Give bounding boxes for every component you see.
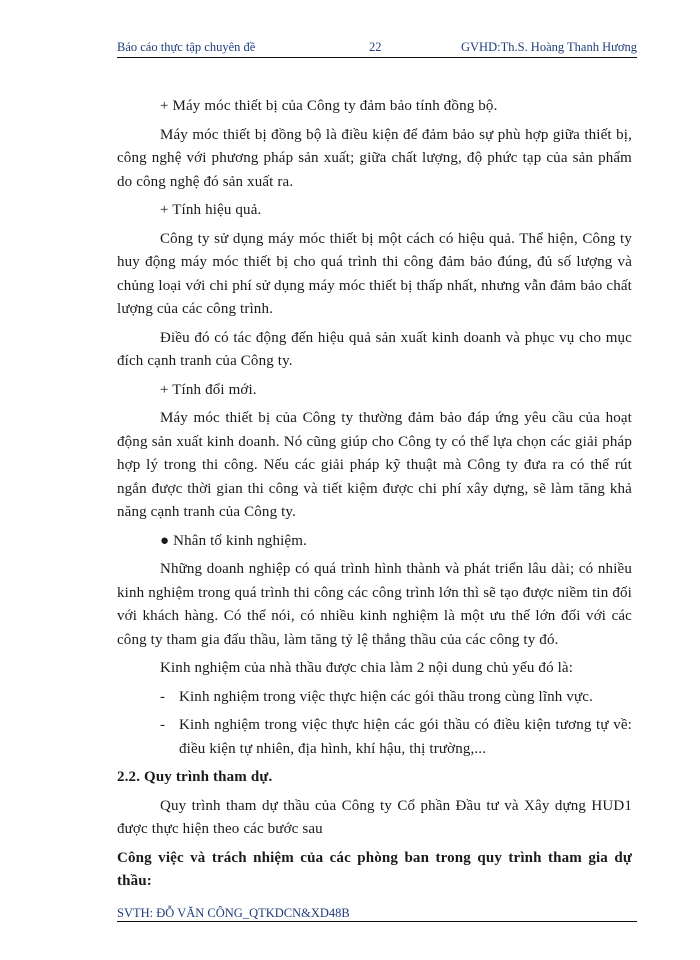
dash-item-1-text: Kinh nghiệm trong việc thực hiện các gói thầu trong cùng lĩnh vực. xyxy=(179,688,593,705)
dash-item-2 xyxy=(117,714,632,761)
bullet-text: Nhân tố kinh nghiệm. xyxy=(173,532,307,549)
paragraph-efficiency-heading: + Tính hiệu quả. xyxy=(160,202,262,218)
dash-mark: - xyxy=(160,717,166,733)
bullet-experience xyxy=(117,530,632,554)
paragraph-innovation: Máy móc thiết bị của Công ty thường đảm bảo đáp ứng yêu cầu của hoạt động sản xuất kinh doanh. Nó cũng giúp cho Công ty có thể lựa chọn các giải pháp hợp lý trong thi công. Nếu các giải pháp kỹ thuật mà Công ty đưa ra có thể rút ngắn được thời gian thi công và tiết kiệm được chi phí xây dựng, sẽ làm tăng khả năng cạnh tranh của Công ty. xyxy=(117,410,632,520)
section-heading: 2.2. Quy trình tham dự. xyxy=(117,769,273,785)
page-body xyxy=(117,95,632,899)
bullet-mark: ● xyxy=(160,532,170,549)
dash-item-2-text: Kinh nghiệm trong việc thực hiện các gói thầu có điều kiện tương tự về: điều kiện tự nhiên, địa hình, khí hậu, thị trường,... xyxy=(179,717,632,757)
header-page-number: 22 xyxy=(369,40,382,54)
paragraph-process: Quy trình tham dự thầu của Công ty Cổ phần Đầu tư và Xây dựng HUD1 được thực hiện theo các bước sau xyxy=(117,797,632,837)
footer-rule xyxy=(117,921,637,922)
paragraph-responsibilities: Công việc và trách nhiệm của các phòng ban trong quy trình tham gia dự thầu: xyxy=(117,849,632,889)
paragraph-sync-heading: + Máy móc thiết bị của Công ty đảm bảo tính đồng bộ. xyxy=(160,98,498,114)
paragraph-efficiency: Công ty sử dụng máy móc thiết bị một cách có hiệu quả. Thể hiện, Công ty huy động máy móc thiết bị cho quá trình thi công đảm bảo đúng, đủ số lượng và chủng loại với chi phí sử dụng máy móc thiết bị thấp nhất, nhưng vẫn đảm bảo chất lượng của các công trình. xyxy=(117,230,632,317)
header-supervisor: GVHD:Th.S. Hoàng Thanh Hương xyxy=(461,40,637,54)
paragraph-sync: Máy móc thiết bị đồng bộ là điều kiện để đảm bảo sự phù hợp giữa thiết bị, công nghệ với phương pháp sản xuất; giữa chất lượng, độ phức tạp của sản phẩm do công nghệ đó sản xuất ra. xyxy=(117,126,632,190)
paragraph-innovation-heading: + Tính đổi mới. xyxy=(160,381,257,398)
paragraph-experience: Những doanh nghiệp có quá trình hình thành và phát triển lâu dài; có nhiều kinh nghiệm trong quá trình thi công các công trình lớn thì sẽ tạo được niềm tin đối với khách hàng. Có thể nói, có nhiều kinh nghiệm là một ưu thế lớn đối với các công ty tham gia đấu thầu, làm tăng tỷ lệ thắng thầu của các công ty đó. xyxy=(117,561,632,648)
paragraph-experience-split: Kinh nghiệm của nhà thầu được chia làm 2 nội dung chủ yếu đó là: xyxy=(160,660,574,676)
header-report-title: Báo cáo thực tập chuyên đề xyxy=(117,40,256,54)
dash-mark: - xyxy=(160,688,166,705)
header-rule xyxy=(117,57,637,58)
paragraph-impact: Điều đó có tác động đến hiệu quả sản xuất kinh doanh và phục vụ cho mục đích cạnh tranh của Công ty. xyxy=(117,329,632,369)
dash-item-1 xyxy=(117,686,632,710)
page-footer: SVTH: ĐỖ VĂN CÔNG_QTKDCN&XD48B xyxy=(117,906,350,920)
page-header xyxy=(117,40,637,58)
